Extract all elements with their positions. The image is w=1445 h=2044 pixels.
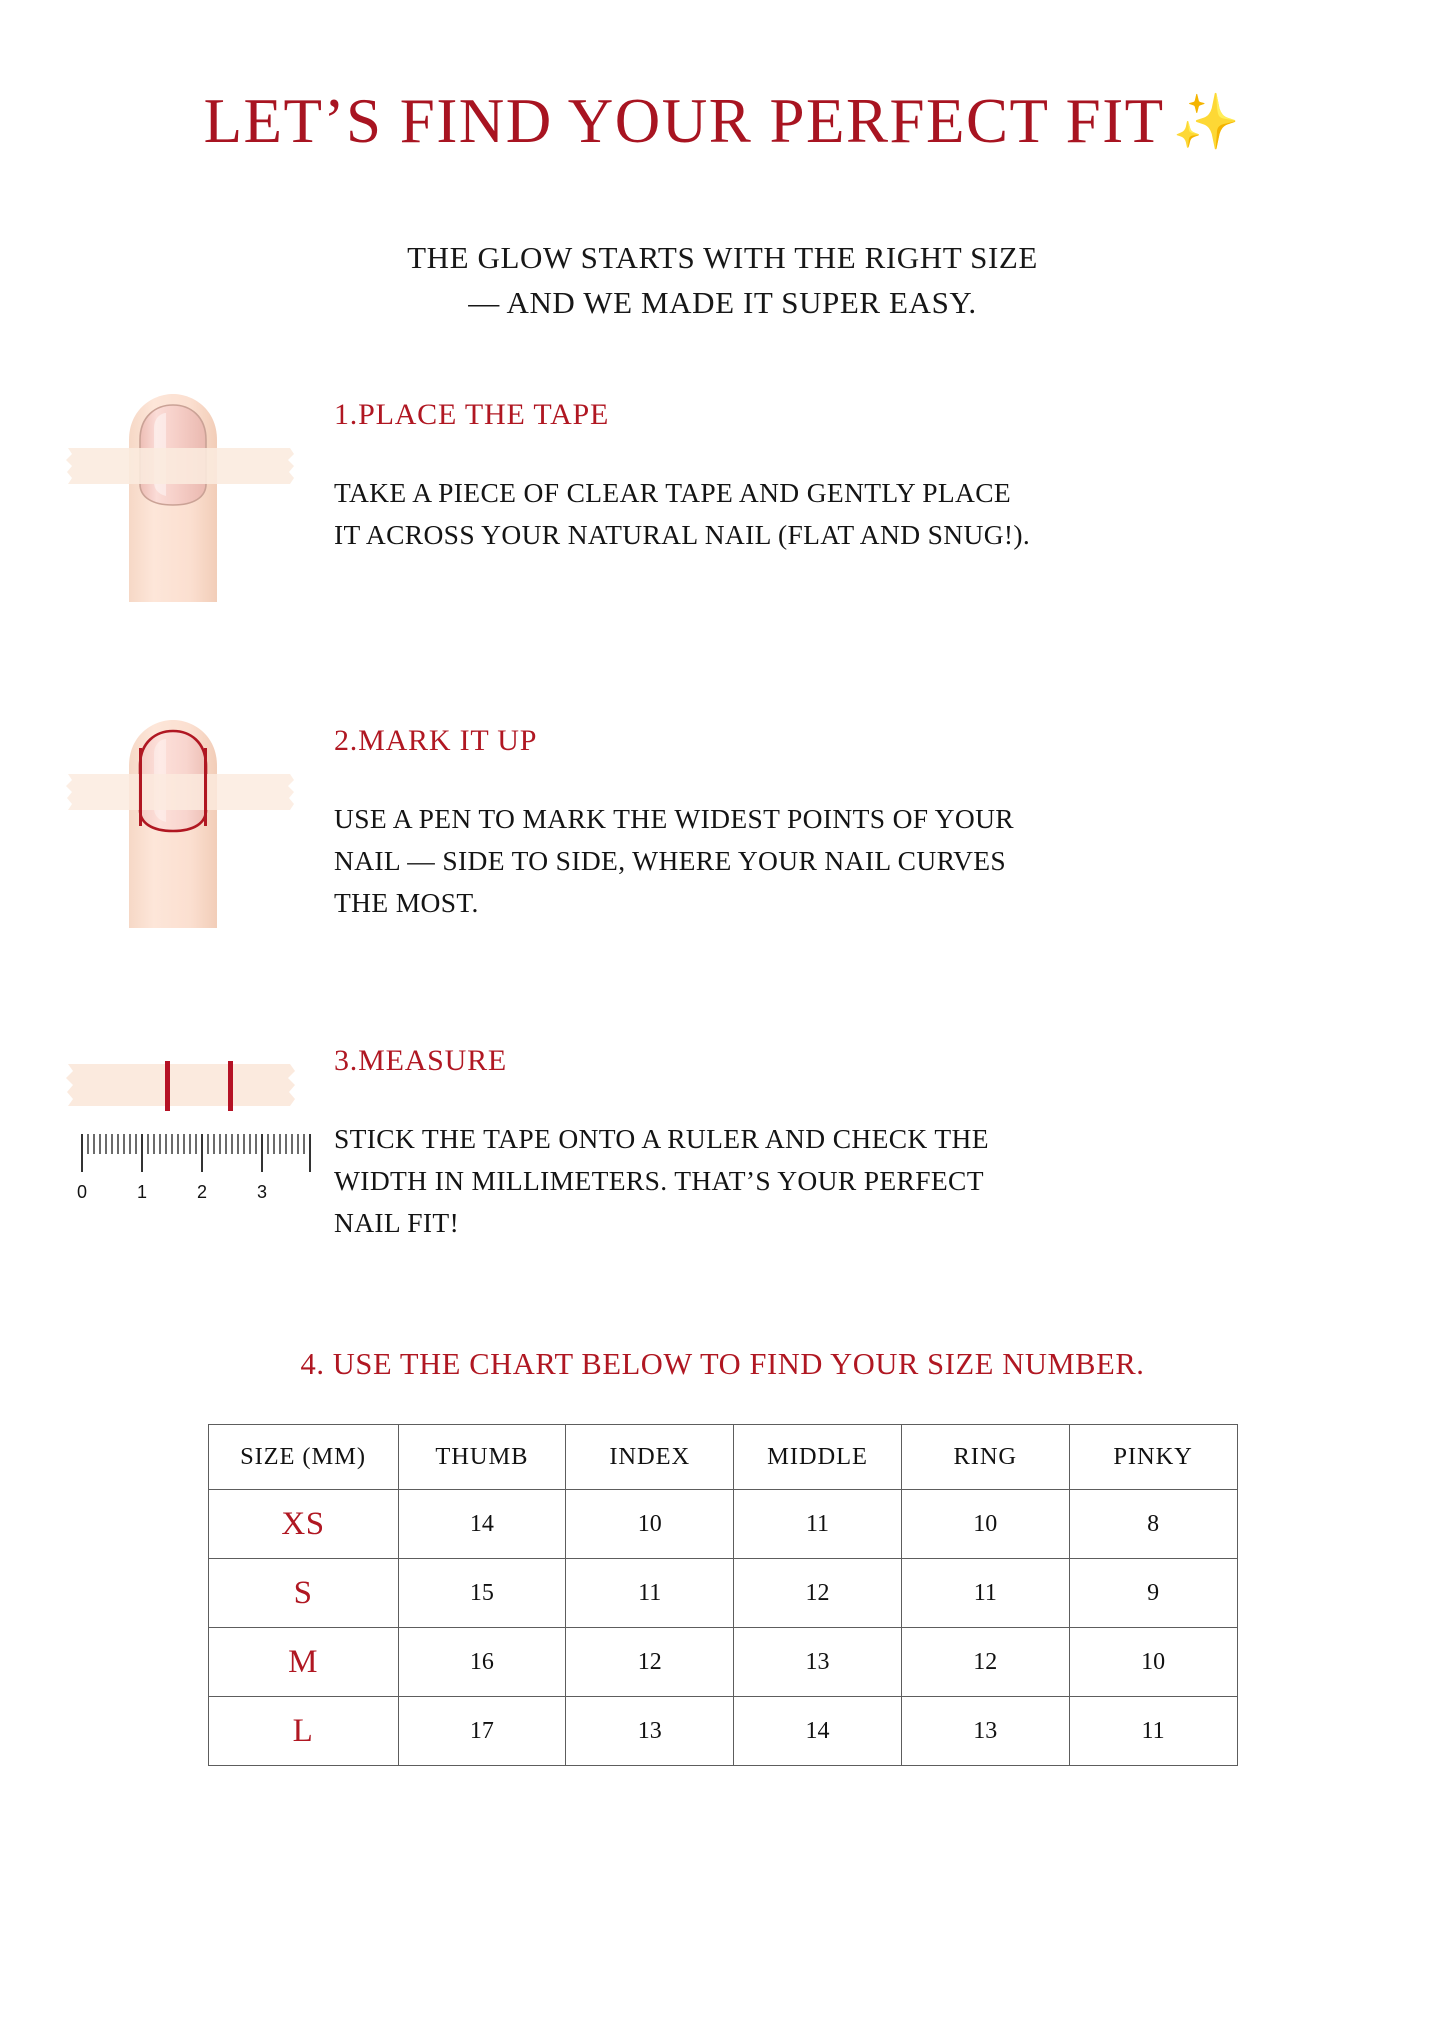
step-3-text: STICK THE TAPE ONTO A RULER AND CHECK THE WIDTH IN MILLIMETERS. THAT’S YOUR PERFECT NAIL FIT! [334,1123,989,1238]
step-2 [0,718,1445,928]
size-chart-wrapper [0,1424,1445,1766]
cell-thumb: 15 [398,1559,566,1628]
cell-ring: 12 [901,1628,1069,1697]
tape-on-ruler-icon [62,1038,334,1248]
cell-index: 12 [566,1628,734,1697]
ruler-label-2: 2 [196,1182,208,1203]
col-header-index: INDEX [566,1425,734,1490]
subtitle-line-1: THE GLOW STARTS WITH THE RIGHT SIZE [407,240,1038,276]
cell-thumb: 17 [398,1697,566,1766]
cell-middle: 14 [734,1697,902,1766]
ruler-label-1: 1 [136,1182,148,1203]
table-row [208,1628,1237,1697]
chart-section-heading: 4. USE THE CHART BELOW TO FIND YOUR SIZE NUMBER. [300,1347,1145,1382]
steps-list [0,392,1445,1243]
col-header-thumb: THUMB [398,1425,566,1490]
cell-pinky: 8 [1069,1490,1237,1559]
size-chart-body [208,1490,1237,1766]
cell-pinky: 11 [1069,1697,1237,1766]
subtitle-line-2: — AND WE MADE IT SUPER EASY. [468,285,977,321]
step-2-heading: 2.MARK IT UP [334,724,538,758]
ruler-label-3: 3 [256,1182,268,1203]
cell-middle: 11 [734,1490,902,1559]
col-header-middle: MIDDLE [734,1425,902,1490]
col-header-ring: RING [901,1425,1069,1490]
step-2-body [334,718,1385,923]
step-1-illustration [62,392,334,602]
table-row [208,1490,1237,1559]
cell-index: 11 [566,1559,734,1628]
cell-size: M [208,1628,398,1697]
cell-size: XS [208,1490,398,1559]
cell-thumb: 14 [398,1490,566,1559]
size-chart-head [208,1425,1237,1490]
ruler-label-0: 0 [76,1182,88,1203]
step-1-heading: 1.PLACE THE TAPE [334,398,610,432]
step-1 [0,392,1445,602]
cell-pinky: 9 [1069,1559,1237,1628]
cell-size: L [208,1697,398,1766]
cell-middle: 13 [734,1628,902,1697]
step-3-illustration [62,1038,334,1228]
step-3 [0,1038,1445,1243]
finger-with-tape-icon [62,392,334,602]
step-3-body [334,1038,1385,1243]
col-header-pinky: PINKY [1069,1425,1237,1490]
cell-ring: 11 [901,1559,1069,1628]
cell-ring: 13 [901,1697,1069,1766]
cell-ring: 10 [901,1490,1069,1559]
col-header-size: SIZE (MM) [208,1425,398,1490]
cell-middle: 12 [734,1559,902,1628]
ruler-minor-ticks [88,1134,304,1154]
finger-with-marked-nail-icon [62,718,334,928]
table-row [208,1697,1237,1766]
cell-pinky: 10 [1069,1628,1237,1697]
sparkles-icon: ✨ [1172,92,1242,152]
step-3-heading: 3.MEASURE [334,1044,508,1078]
step-1-body [334,392,1385,556]
step-2-text: USE A PEN TO MARK THE WIDEST POINTS OF YOUR NAIL — SIDE TO SIDE, WHERE YOUR NAIL CURVES THE MOST. [334,803,1014,918]
step-1-text: TAKE A PIECE OF CLEAR TAPE AND GENTLY PLACE IT ACROSS YOUR NATURAL NAIL (FLAT AND SNUG!). [334,477,1031,550]
table-header-row [208,1425,1237,1490]
cell-index: 10 [566,1490,734,1559]
page-subtitle [0,154,1445,326]
cell-size: S [208,1559,398,1628]
table-row [208,1559,1237,1628]
page-title-text: LET’S FIND YOUR PERFECT FIT [203,86,1165,156]
page-title [0,0,1445,154]
step-2-illustration [62,718,334,928]
cell-index: 13 [566,1697,734,1766]
ruler-labels [77,1182,267,1202]
cell-thumb: 16 [398,1628,566,1697]
size-chart-table [208,1424,1238,1766]
